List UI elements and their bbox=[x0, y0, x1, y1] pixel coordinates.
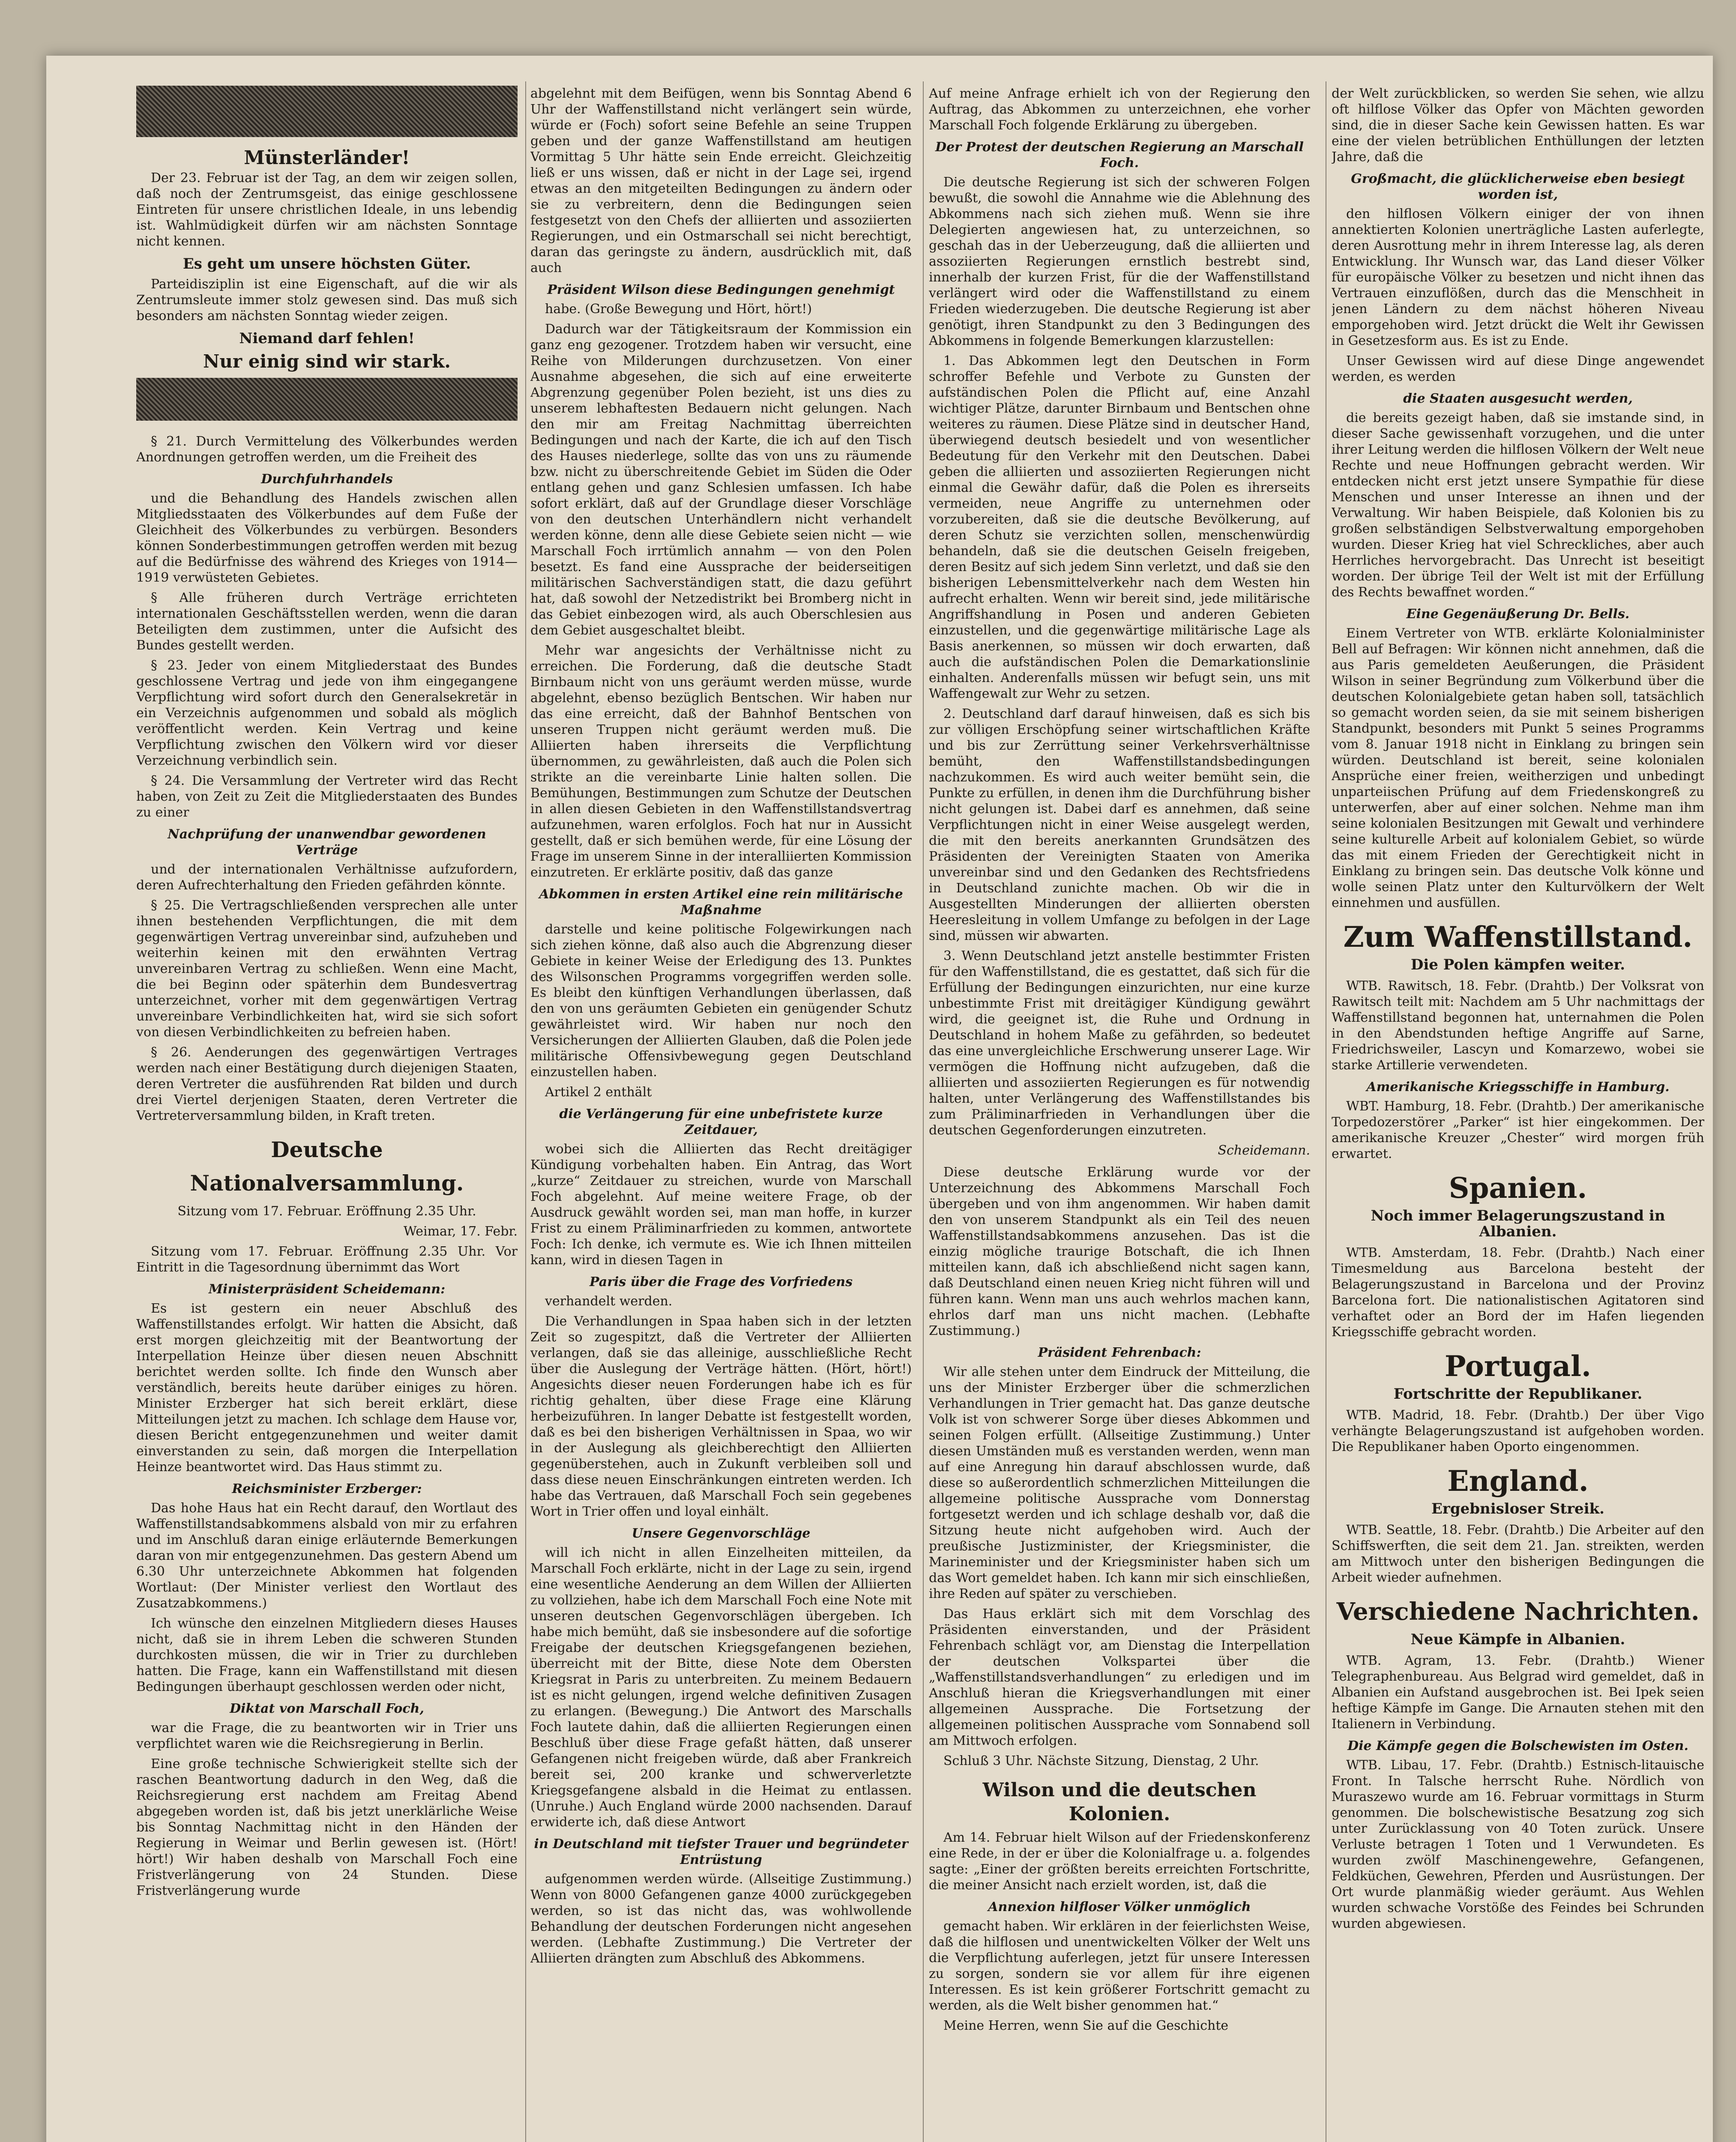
paragraph: Der 23. Februar ist der Tag, an dem wir zeigen sollen, daß noch der Zentrumsgeist, das einige geschlossene Eintreten für unsere christlichen Ideale, in uns lebendig ist. Wahlmüdigkeit dürfen wir am nächsten Sonntage nicht kennen. bbox=[136, 171, 518, 249]
paragraph: Es ist gestern ein neuer Abschluß des Waffenstillstandes erfolgt. Wir hatten die Absicht, daß erst morgen gleichzeitig mit der Beantwortung der Interpellation Heinze über diesen neuen Abschnitt berichtet werden sollte. Ich finde den Wunsch aber verständlich, bereits heute darüber einiges zu hören. Minister Erzberger hat sich bereit erklärt, diese Mitteilungen jetzt zu machen. Ich schlage dem Hause vor, diesen Bericht entgegenzunehmen und weiter damit einverstanden zu sein, daß morgen die Interpellation Heinze beantwortet wird. Das Haus stimmt zu. bbox=[136, 1301, 518, 1475]
paragraph: verhandelt werden. bbox=[545, 1294, 673, 1309]
paragraph: der Welt zurückblicken, so werden Sie sehen, wie allzu oft hilflose Völker das Opfer von Mächten geworden sind, die in dieser Sache kein Gewissen hatten. Es war eine der vielen betrüblichen Enthüllungen der letzten Jahre, daß die bbox=[1332, 86, 1704, 165]
column-1 bbox=[136, 86, 518, 2142]
section-heading: England. bbox=[1447, 1464, 1589, 1498]
paragraph: den hilflosen Völkern einiger der von ihnen annektierten Kolonien unerträgliche Lasten auferlegte, deren Ausrottung mehr in ihrem Interesse lag, als deren Entwicklung. Ihr Wunsch war, das Land dieser Völker für europäische Völker zu besetzen und nicht ihnen das Vertrauen einzuflößen, durch das die Menschheit in jenen Ländern zu dem nächst höheren Niveau emporgehoben wird. Jetzt drückt die Welt ihr Gewissen in Gesetzesform aus. Es ist zu Ende. bbox=[1332, 206, 1704, 348]
subheading: die Verlängerung für eine unbefristete kurze Zeitdauer, bbox=[559, 1107, 883, 1137]
column-2 bbox=[530, 86, 912, 2142]
subheading: Amerikanische Kriegsschiffe in Hamburg. bbox=[1366, 1080, 1670, 1095]
section-heading: Deutsche Nationalversammlung. bbox=[190, 1137, 464, 1196]
column-rule bbox=[525, 81, 526, 2142]
subheading: Durchfuhrhandels bbox=[261, 472, 393, 487]
paragraph: § 26. Aenderungen des gegenwärtigen Vertrages werden nach einer Bestätigung durch diejenigen Staaten, deren Vertreter die ausführenden Rat bilden und durch drei Viertel derjenigen Staaten, deren Vertreter die Vertreterversammlung bilden, in Kraft treten. bbox=[136, 1045, 518, 1123]
paragraph: Das hohe Haus hat ein Recht darauf, den Wortlaut des Waffenstillstandsabkommens alsbald von mir zu erfahren und im Anschluß daran einige erläuternde Bemerkungen daran von mir entgegenzunehmen. Das gestern Abend um 6.30 Uhr unterzeichnete Abkommen hat folgenden Wortlaut: (Der Minister verliest den Wortlaut des Zusatzabkommens.) bbox=[136, 1501, 518, 1611]
paragraph: WTB. Rawitsch, 18. Febr. (Drahtb.) Der Volksrat von Rawitsch teilt mit: Nachdem am 5 Uhr nachmittags der Waffenstillstand begonnen hat, unternahmen die Polen in den Abendstunden heftige Angriffe auf Sarne, Friedrichsweiler, Lascyn und Komarzewo, wobei sie starke Artillerie verwendeten. bbox=[1332, 978, 1704, 1073]
subheading: Abkommen in ersten Artikel eine rein militärische Maßnahme bbox=[539, 887, 903, 918]
section-heading: Portugal. bbox=[1444, 1349, 1592, 1383]
subheading: Paris über die Frage des Vorfriedens bbox=[590, 1274, 853, 1289]
section-subheading: Fortschritte der Republikaner. bbox=[1393, 1385, 1643, 1403]
column-4 bbox=[1332, 86, 1704, 2142]
paragraph: WBT. Hamburg, 18. Febr. (Drahtb.) Der amerikanische Torpedozerstörer „Parker“ ist hier eingekommen. Der amerikanische Kreuzer „Chester“ wird morgen früh erwartet. bbox=[1332, 1099, 1704, 1161]
paragraph: Parteidisziplin ist eine Eigenschaft, auf die wir als Zentrumsleute immer stolz gewesen sind. Das muß sich besonders am nächsten Sonntag wieder zeigen. bbox=[136, 277, 518, 323]
paragraph: Die deutsche Regierung ist sich der schweren Folgen bewußt, die sowohl die Annahme wie die Ablehnung des Abkommens nach sich ziehen muß. Wenn sie ihre Delegierten angewiesen hat, zu unterzeichnen, so geschah das in der Ueberzeugung, daß die alliierten und assoziierten Regierungen ernstlich bestrebt sind, innerhalb der kurzen Frist, für die der Waffenstillstand verlängert wird oder die Waffenstillstand zu einem Frieden wiederzugeben. Die deutsche Regierung ist aber genötigt, ihren Standpunkt zu den 3 Bedingungen des Abkommens in folgende Bemerkungen klarzustellen: bbox=[929, 175, 1310, 348]
paragraph: und die Behandlung des Handels zwischen allen Mitgliedsstaaten des Völkerbundes auf dem Fuße der Gleichheit des Völkerbundes zu verbürgen. Besonders können Sonderbestimmungen getroffen werden mit bezug auf die Bedürfnisse des während des Krieges von 1914—1919 verwüsteten Gebietes. bbox=[136, 491, 518, 585]
dateline: Weimar, 17. Febr. bbox=[403, 1224, 518, 1239]
subheading: Der Protest der deutschen Regierung an Marschall Foch. bbox=[935, 140, 1304, 171]
paragraph: darstelle und keine politische Folgewirkungen nach sich ziehen könne, daß also auch die Abgrenzung dieser Gebiete in keiner Weise der Erledigung des 13. Punktes des Wilsonschen Programms vorgegriffen werden solle. Es bleibt den künftigen Verhandlungen überlassen, daß den von uns geräumten Gebieten ein genügender Schutz gewährleistet wird. Wir haben nur noch den Versicherungen der Alliierten Glauben, daß die Polen jede militärische Offensivbewegung gegen Deutschland einzustellen haben. bbox=[530, 922, 912, 1080]
heading: Es geht um unsere höchsten Güter. bbox=[183, 255, 471, 272]
paragraph: 3. Wenn Deutschland jetzt anstelle bestimmter Fristen für den Waffenstillstand, die es gestattet, daß sich für die Erfüllung der Bedingungen einzurichten, nur eine kurze unbestimmte Frist mit dreitägiger Kündigung gewährt wird, die geeignet ist, die Ruhe und Ordnung in Deutschland in hohem Maße zu gefährden, so bedeutet das eine unvergleichliche Erschwerung unserer Lage. Wir vermögen die Hoffnung nicht aufzugeben, daß die alliierten und assoziierten Regierungen es für notwendig halten, unter Verlängerung des Waffenstillstandes bis zum Präliminarfrieden in Verhandlungen über die deutschen Gegenforderungen einzutreten. bbox=[929, 948, 1310, 1138]
paragraph: WTB. Agram, 13. Febr. (Drahtb.) Wiener Telegraphenbureau. Aus Belgrad wird gemeldet, daß in Albanien ein Aufstand ausgebrochen ist. Bei Ipek seien heftige Kämpfe im Gange. Die Arnauten stehen mit den Italienern in Verbindung. bbox=[1332, 1653, 1704, 1732]
subheading: Diktat von Marschall Foch, bbox=[230, 1701, 424, 1716]
paragraph: Einem Vertreter von WTB. erklärte Kolonialminister Bell auf Befragen: Wir können nicht annehmen, daß die aus Paris gemeldeten Aeußerungen, die Präsident Wilson in seiner Begründung zum Völkerbund über die deutschen Kolonialgebiete getan haben soll, tatsächlich so gemacht worden seien, da sie mit seinem bisherigen Standpunkt, besonders mit Punkt 5 seines Programms vom 8. Januar 1918 nicht in Einklang zu bringen sein würden. Deutschland ist bereit, seine kolonialen Ansprüche einer freien, weitherzigen und unbedingt unparteiischen Prüfung auf dem Friedenskongreß zu unterwerfen, aber auf einer solchen. Nehme man ihm seine kolonialen Besitzungen mit Gewalt und verhindere seine kulturelle Arbeit auf kolonialem Gebiet, so würde das mit einem Frieden der Gerechtigkeit nicht in Einklang zu bringen sein. Das deutsche Volk könne und wolle seinen Platz unter den Kulturvölkern der Welt einnehmen und ausfüllen. bbox=[1332, 626, 1704, 910]
paragraph: Dadurch war der Tätigkeitsraum der Kommission ein ganz eng gezogener. Trotzdem haben wir versucht, eine Reihe von Milderungen durchzusetzen. Von einer Ausnahme abgesehen, die sich auf eine erweiterte Abgrenzung gegenüber Polen bezieht, ist uns dies zu unserem lebhaftesten Bedauern nicht gelungen. Nach den mir am Freitag Nachmittag überreichten Bedingungen und nach der Karte, die ich auf den Tisch des Hauses niederlege, sollte das von uns zu räumende bzw. nicht zu überschreitende Gebiet im Süden die Oder entlang gehen und ganz Schlesien umfassen. Ich habe sofort erklärt, daß auf der Grundlage dieser Vorschläge von den deutschen Unterhändlern nicht verhandelt werden könne, denn alle diese Gebiete seien nicht — wie Marschall Foch irrtümlich annahm — von den Polen besetzt. Es fand eine Aussprache der beiderseitigen militärischen Sachverständigen statt, die dazu geführt hat, daß sowohl der Netzedistrikt bei Bromberg nicht in das Gebiet einbezogen wird, als auch Oberschlesien aus dem Gebiet ausgeschaltet bleibt. bbox=[530, 322, 912, 638]
section-subheading: Noch immer Belagerungszustand in Albanien. bbox=[1371, 1207, 1665, 1240]
paragraph: § 23. Jeder von einem Mitgliederstaat des Bundes geschlossene Vertrag und jede von ihm eingegangene Verpflichtung wird sofort durch den Generalsekretär in ein Verzeichnis aufgenommen und sobald als möglich veröffentlicht werden. Kein Vertrag und keine Verpflichtung zwischen den Völkern wird vor dieser Verzeichnung verbindlich sein. bbox=[136, 658, 518, 768]
paragraph: WTB. Madrid, 18. Febr. (Drahtb.) Der über Vigo verhängte Belagerungszustand ist aufgehoben worden. Die Republikaner haben Oporto eingenommen. bbox=[1332, 1408, 1704, 1454]
speaker-heading: Reichsminister Erzberger: bbox=[232, 1481, 422, 1496]
paragraph: Die Verhandlungen in Spaa haben sich in der letzten Zeit so zugespitzt, daß die Vertreter der Alliierten verlangen, daß sie das alleinige, ausschließliche Recht über die Auslegung der Verträge hätten. (Hört, hört!) Angesichts dieser neuen Forderungen habe ich es für richtig gehalten, über diese Frage eine Klärung herbeizuführen. In langer Debatte ist festgestellt worden, daß es bei den bisherigen Verhältnissen in Spaa, wo wir in der Auslegung als gleichberechtigt den Alliierten gegenüberstehen, auch in Zukunft verbleiben soll und dass diese neuen Einschränkungen eintreten werden. Ich habe das Vertrauen, daß Marschall Foch sein gegebenes Wort in Trier offen und loyal einhält. bbox=[530, 1314, 912, 1519]
subheading: die Staaten ausgesucht werden, bbox=[1403, 391, 1633, 406]
paragraph: gemacht haben. Wir erklären in der feierlichsten Weise, daß die hilflosen und unentwickelten Völker der Welt uns die Verpflichtung auferlegen, jetzt für unsere Interessen zu sorgen, sondern sie vor allem für ihre eigenen Interessen. Es ist kein größerer Fortschritt gemacht zu werden, als die Welt bisher genommen hat.“ bbox=[929, 1919, 1310, 2013]
paragraph: wobei sich die Alliierten das Recht dreitägiger Kündigung vorbehalten haben. Ein Antrag, das Wort „kurze“ Zeitdauer zu streichen, wurde von Marschall Foch abgelehnt. Auf meine weitere Frage, ob der Ausdruck gewählt worden sei, man man hoffe, in kurzer Frist zu einem Präliminarfrieden zu kommen, antwortete Foch: Ich denke, ich vermute es. Wie ich Ihnen mitteilen kann, wird in diesen Tagen in bbox=[530, 1142, 912, 1268]
newspaper-page bbox=[46, 56, 1713, 2142]
column-rule bbox=[923, 81, 924, 2142]
paragraph: Das Haus erklärt sich mit dem Vorschlag des Präsidenten einverstanden, und der Präsident Fehrenbach schlägt vor, am Dienstag die Interpellation der deutschen Volkspartei über die „Waffenstillstandsverhandlungen“ zu erledigen und im Anschluß hieran die Kriegsverhandlungen mit einer allgemeinen Aussprache. Die Fortsetzung der allgemeinen politischen Aussprache vom Sonnabend soll am Mittwoch erfolgen. bbox=[929, 1606, 1310, 1748]
paragraph: die bereits gezeigt haben, daß sie imstande sind, in dieser Sache gewissenhaft vorzugehen, und die unter ihrer Leitung werden die hilflosen Völkern der Welt neue Rechte und neue Hoffnungen gebracht werden. Wir entdecken nicht erst jetzt unsere Sympathie für diese Menschen und unser Interesse an ihnen und der Verwaltung. Wir haben Beispiele, daß Kolonien bis zu großen selbständigen Selbstverwaltung emporgehoben wurden. Dieser Krieg hat viel Schreckliches, aber auch Herrliches hervorgebracht. Das Unrecht ist beseitigt worden. Der übrige Teil der Welt ist mit der Erfüllung des Rechts bewaffnet worden.“ bbox=[1332, 410, 1704, 600]
subheading: Annexion hilfloser Völker unmöglich bbox=[988, 1900, 1251, 1915]
signature: Scheidemann. bbox=[1218, 1143, 1310, 1158]
subheading: Unsere Gegenvorschläge bbox=[632, 1526, 811, 1541]
section-subheading: Die Polen kämpfen weiter. bbox=[1410, 956, 1625, 973]
paragraph: WTB. Seattle, 18. Febr. (Drahtb.) Die Arbeiter auf den Schiffswerften, die seit dem 21. Jan. streikten, werden am Mittwoch unter den bisherigen Bedingungen die Arbeit wieder aufnehmen. bbox=[1332, 1523, 1704, 1585]
paragraph: war die Frage, die zu beantworten wir in Trier uns verpflichtet waren wie die Reichsregierung in Berlin. bbox=[136, 1720, 518, 1751]
paragraph: Mehr war angesichts der Verhältnisse nicht zu erreichen. Die Forderung, daß die deutsche Stadt Birnbaum nicht von uns geräumt werden müsse, wurde abgelehnt, ebenso bezüglich Bentschen. Wir haben nur das eine erreicht, daß der Bahnhof Bentschen von unseren Truppen nicht geräumt werden muß. Die Alliierten haben ihrerseits die Verpflichtung übernommen, zu gewährleisten, daß auch die Polen sich strikte an die vereinbarte Linie halten sollen. Die Bemühungen, Bestimmungen zum Schutze der Deutschen in allen diesen Gebieten in den Waffenstillstandsvertrag aufzunehmen, waren erfolglos. Foch hat nur in Aussicht gestellt, daß er sich bemühen werde, für eine Lösung der Frage im unserem Sinne in der interalliierten Kommission einzutreten. Er erklärte positiv, daß das ganze bbox=[530, 643, 912, 880]
speaker-heading: Ministerpräsident Scheidemann: bbox=[208, 1282, 446, 1297]
section-subheading: Neue Kämpfe in Albanien. bbox=[1410, 1631, 1625, 1648]
paragraph: § Alle früheren durch Verträge errichteten internationalen Geschäftsstellen werden, wenn die daran Beteiligten dem zustimmen, unter die Aufsicht des Bundes gestellt werden. bbox=[136, 590, 518, 653]
column-3 bbox=[929, 86, 1310, 2142]
heading-muensterlaender: Münsterländer! bbox=[244, 147, 410, 169]
paragraph: § 21. Durch Vermittelung des Völkerbundes werden Anordnungen getroffen werden, um die Freiheit des bbox=[136, 434, 518, 465]
paragraph: und der internationalen Verhältnisse aufzufordern, deren Aufrechterhaltung den Frieden gefährden könnte. bbox=[136, 862, 518, 893]
section-heading: Zum Waffenstillstand. bbox=[1343, 920, 1693, 954]
paragraph: Meine Herren, wenn Sie auf die Geschichte bbox=[943, 2018, 1229, 2033]
subheading: Großmacht, die glücklicherweise eben besiegt worden ist, bbox=[1351, 171, 1685, 202]
paragraph: aufgenommen werden würde. (Allseitige Zustimmung.) Wenn von 8000 Gefangenen ganze 4000 zurückgegeben werden, so ist das nicht das, was wohlwollende Behandlung der deutschen Forderungen nicht angesehen werden. (Lebhafte Zustimmung.) Die Vertreter der Alliierten drängten zum Abschluß des Abkommens. bbox=[530, 1872, 912, 1966]
paragraph: Diese deutsche Erklärung wurde vor der Unterzeichnung des Abkommens Marschall Foch übergeben und von ihm angenommen. Wir haben damit den von unserem Standpunkt als ein Teil des neuen Waffenstillstandsabkommens anzusehen. Das ist die einzig mögliche traurige Botschaft, die ich Ihnen mitteilen kann, daß ich abschließend nicht sagen kann, daß Deutschland einen neuen Krieg nicht führen will und führen kann. Wenn man uns auch wehrlos machen kann, ehrlos darf man uns nicht machen. (Lebhafte Zustimmung.) bbox=[929, 1165, 1310, 1338]
paragraph: Sitzung vom 17. Februar. Eröffnung 2.35 Uhr. Vor Eintritt in die Tagesordnung übernimmt das Wort bbox=[136, 1244, 518, 1275]
paragraph: abgelehnt mit dem Beifügen, wenn bis Sonntag Abend 6 Uhr der Waffenstillstand nicht verlängert sein würde, würde er (Foch) sofort seine Befehle an seine Truppen geben und der ganze Waffenstillstand am heutigen Vormittag 5 Uhr hätte sein Ende erreicht. Gleichzeitig ließ er uns wissen, daß er nicht in der Lage sei, irgend etwas an den mitgeteilten Bedingungen zu ändern oder sie zu verbreitern, denn die Bedingungen seien festgesetzt von den Chefs der alliierten und assoziierten Regierungen, und ein Ostmarschall sei nicht berechtigt, daran das geringste zu ändern, ausdrücklich mit, daß auch bbox=[530, 86, 912, 275]
heading: Niemand darf fehlen! bbox=[239, 330, 415, 347]
paragraph: Wir alle stehen unter dem Eindruck der Mitteilung, die uns der Minister Erzberger über die schmerzlichen Verhandlungen in Trier gemacht hat. Das ganze deutsche Volk ist von schwerer Sorge über dieses Abkommen und seinen Folgen erfüllt. (Allseitige Zustimmung.) Unter diesen Umständen muß es verstanden werden, wenn man auf eine Anregung hin darauf abschlossen wurde, daß diese so außerordentlich schmerzlichen Mitteilungen die allgemeine politische Aussprache vom Donnerstag fortgesetzt werden und ich schlage deshalb vor, daß die Sitzung heute nicht aufgehoben wird. Auch der preußische Justizminister, der Kriegsminister, die Marineminister und der Kriegsminister haben sich um das Wort gemeldet haben. Ich kann mir sich einschließen, ihre Reden auf später zu verschieben. bbox=[929, 1364, 1310, 1601]
section-subheading: Ergebnisloser Streik. bbox=[1431, 1500, 1604, 1517]
paragraph: 2. Deutschland darf darauf hinweisen, daß es sich bis zur völligen Erschöpfung seiner wirtschaftlichen Kräfte und bis zur Zerrüttung seiner Verkehrsverhältnisse bemüht, den Waffenstillstandsbedingungen nachzukommen. Es wird auch weiter bemüht sein, die Punkte zu erfüllen, in denen ihm die Durchführung bisher nicht gelungen ist. Dabei darf es annehmen, daß seine Verpflichtungen nicht in einer Weise ausgelegt werden, die mit den bereits anerkannten Grundsätzen des Präsidenten der Vereinigten Staaten von Amerika unvereinbar sind und den Gedanken des Rechtsfriedens in Deutschland zunichte machen. Ob wir die in Ausgestellten Minderungen der alliierten obersten Heeresleitung in vollem Umfange zu befolgen in der Lage sind, müssen wir abwarten. bbox=[929, 706, 1310, 943]
heading: Nur einig sind wir stark. bbox=[203, 351, 451, 372]
paragraph: Artikel 2 enthält bbox=[545, 1085, 652, 1100]
paragraph: § 24. Die Versammlung der Vertreter wird das Recht haben, von Zeit zu Zeit die Mitgliederstaaten des Bundes zu einer bbox=[136, 773, 518, 820]
hatched-banner bbox=[136, 86, 518, 137]
subheading: Nachprüfung der unanwendbar gewordenen Verträge bbox=[168, 827, 486, 858]
paragraph: Schluß 3 Uhr. Nächste Sitzung, Dienstag, 2 Uhr. bbox=[943, 1753, 1259, 1768]
paragraph: Ich wünsche den einzelnen Mitgliedern dieses Hauses nicht, daß sie in ihrem Leben die schweren Stunden durchkosten müssen, die wir in Trier zu durchleben hatten. Die Frage, kann ein Waffenstillstand mit diesen Bedingungen überhaupt geschlossen werden oder nicht, bbox=[136, 1616, 518, 1694]
hatched-banner bbox=[136, 378, 518, 421]
section-heading: Spanien. bbox=[1449, 1171, 1587, 1205]
session-line: Sitzung vom 17. Februar. Eröffnung 2.35 Uhr. bbox=[177, 1204, 476, 1219]
paragraph: Eine große technische Schwierigkeit stellte sich der raschen Beantwortung dadurch in den Weg, daß die Reichsregierung erst nachdem am Freitag Abend abgegeben worden ist, daß bis jetzt unerklärliche Weise bis Sonntag Nachmittag nicht in den Händen der Regierung in Weimar und Berlin gewesen ist. (Hört! hört!) Wir haben deshalb von Marschall Foch eine Fristverlängerung von 24 Stunden. Diese Fristverlängerung wurde bbox=[136, 1756, 518, 1898]
speaker-heading: Präsident Fehrenbach: bbox=[1038, 1345, 1201, 1360]
paragraph: habe. (Große Bewegung und Hört, hört!) bbox=[545, 302, 812, 317]
paragraph: Unser Gewissen wird auf diese Dinge angewendet werden, es werden bbox=[1332, 353, 1704, 384]
paragraph: will ich nicht in allen Einzelheiten mitteilen, da Marschall Foch erklärte, nicht in der Lage zu sein, irgend eine wesentliche Aenderung an dem Willen der Alliierten zu vollziehen, habe ich dem Marschall Foch eine Note mit unseren deutschen Gegenvorschlägen übergeben. Ich habe mich bemüht, daß sie insbesondere auf die sofortige Freigabe der deutschen Kriegsgefangenen beziehen, überreicht mit der Bitte, diese Note dem Obersten Kriegsrat in Paris zu unterbreiten. Zu meinem Bedauern ist es nicht gelungen, irgend welche definitiven Zusagen zu erlangen. (Bewegung.) Die Antwort des Marschalls Foch lautete dahin, daß die alliierten Regierungen einen Beschluß über diese Frage gefaßt hätten, daß unserer Gefangenen nicht freigeben würde, daß aber Frankreich bereit sei, 200 kranke und schwerverletzte Kriegsgefangene alsbald in die Heimat zu entlassen. (Unruhe.) Auch England würde 2000 nachsenden. Darauf erwiderte ich, daß diese Antwort bbox=[530, 1545, 912, 1830]
subheading: in Deutschland mit tiefster Trauer und begründeter Entrüstung bbox=[534, 1837, 908, 1867]
paragraph: Am 14. Februar hielt Wilson auf der Friedenskonferenz eine Rede, in der er über die Kolonialfrage u. a. folgendes sagte: „Einer der größten bereits erreichten Fortschritte, die meiner Ansicht nach erzielt worden, ist, daß die bbox=[929, 1830, 1310, 1893]
paragraph: § 25. Die Vertragschließenden versprechen alle unter ihnen bestehenden Verpflichtungen, die mit dem gegenwärtigen Vertrag unvereinbar sind, aufzuheben und weiterhin keinen mit den erwähnten Vertrag unvereinbaren Vertrag zu schließen. Wenn eine Macht, die bei Beginn oder späterhin dem Bundesvertrag unterzeichnet, vorher mit dem gegenwärtigen Vertrag unvereinbare Verbindlichkeiten hat, wird sie sich sofort von diesen Verbindlichkeiten zu befreien haben. bbox=[136, 898, 518, 1040]
paragraph: WTB. Libau, 17. Febr. (Drahtb.) Estnisch-litauische Front. In Talsche herrscht Ruhe. Nördlich von Muraszewo wurde am 16. Februar vormittags in Sturm genommen. Die bolschewistische Besatzung zog sich unter Zurücklassung von 40 Toten zurück. Unsere Verluste betragen 1 Toten und 1 Verwundeten. Es wurden zwölf Maschinengewehre, Gefangenen, Feldküchen, Gewehren, Pferden und Ausrüstungen. Der Ort wurde planmäßig wieder geräumt. Aus Wehlen wurden schwache Vorstöße des Feindes bei Schrunden wurden abgewiesen. bbox=[1332, 1758, 1704, 1931]
section-heading: Wilson und die deutschen Kolonien. bbox=[982, 1779, 1257, 1825]
subheading: Die Kämpfe gegen die Bolschewisten im Osten. bbox=[1347, 1738, 1688, 1753]
paragraph: WTB. Amsterdam, 18. Febr. (Drahtb.) Nach einer Timesmeldung aus Barcelona besteht der Belagerungszustand in Barcelona und der Provinz Barcelona fort. Die nationalistischen Agitatoren sind verhaftet oder an Bord der im Hafen liegenden Kriegsschiffe gebracht worden. bbox=[1332, 1245, 1704, 1340]
subheading: Präsident Wilson diese Bedingungen genehmigt bbox=[547, 282, 895, 297]
section-heading: Verschiedene Nachrichten. bbox=[1336, 1598, 1700, 1626]
subheading: Eine Gegenäußerung Dr. Bells. bbox=[1406, 607, 1630, 622]
paragraph: 1. Das Abkommen legt den Deutschen in Form schroffer Befehle und Verbote zu Gunsten der aufständischen Polen die Pflicht auf, eine Anzahl wichtiger Plätze, darunter Birnbaum und Bentschen ohne weiteres zu räumen. Diese Plätze sind in deutscher Hand, überwiegend deutsch besiedelt und von wesentlicher Bedeutung für den Verkehr mit den Deutschen. Dabei geben die alliierten und assoziierten Regierungen nicht einmal die Gewähr dafür, daß die Polen es ihrerseits vermeiden, neue Angriffe zu unternehmen oder vorzubereiten, daß sie die deutsche Bevölkerung, auf deren Schutz sie verzichten sollen, menschenwürdig behandeln, daß sie die deutschen Geiseln freigeben, deren Besitz auf sich jedem Sinn verletzt, und daß sie den bisherigen Lebensmittelverkehr nach dem Westen hin aufrecht erhalten. Wenn wir bereit sind, jede militärische Angriffshandlung in Posen und anderen Gebieten einzustellen, und die gegenwärtige militärische Lage als Basis anerkennen, so müssen wir doch erwarten, daß auch die aufständischen Polen die Demarkationslinie einhalten. Anderenfalls müssen wir befugt sein, uns mit Waffengewalt zur Wehr zu setzen. bbox=[929, 353, 1310, 701]
paragraph: Auf meine Anfrage erhielt ich von der Regierung den Auftrag, das Abkommen zu unterzeichnen, ehe vorher Marschall Foch folgende Erklärung zu übergeben. bbox=[929, 86, 1310, 133]
